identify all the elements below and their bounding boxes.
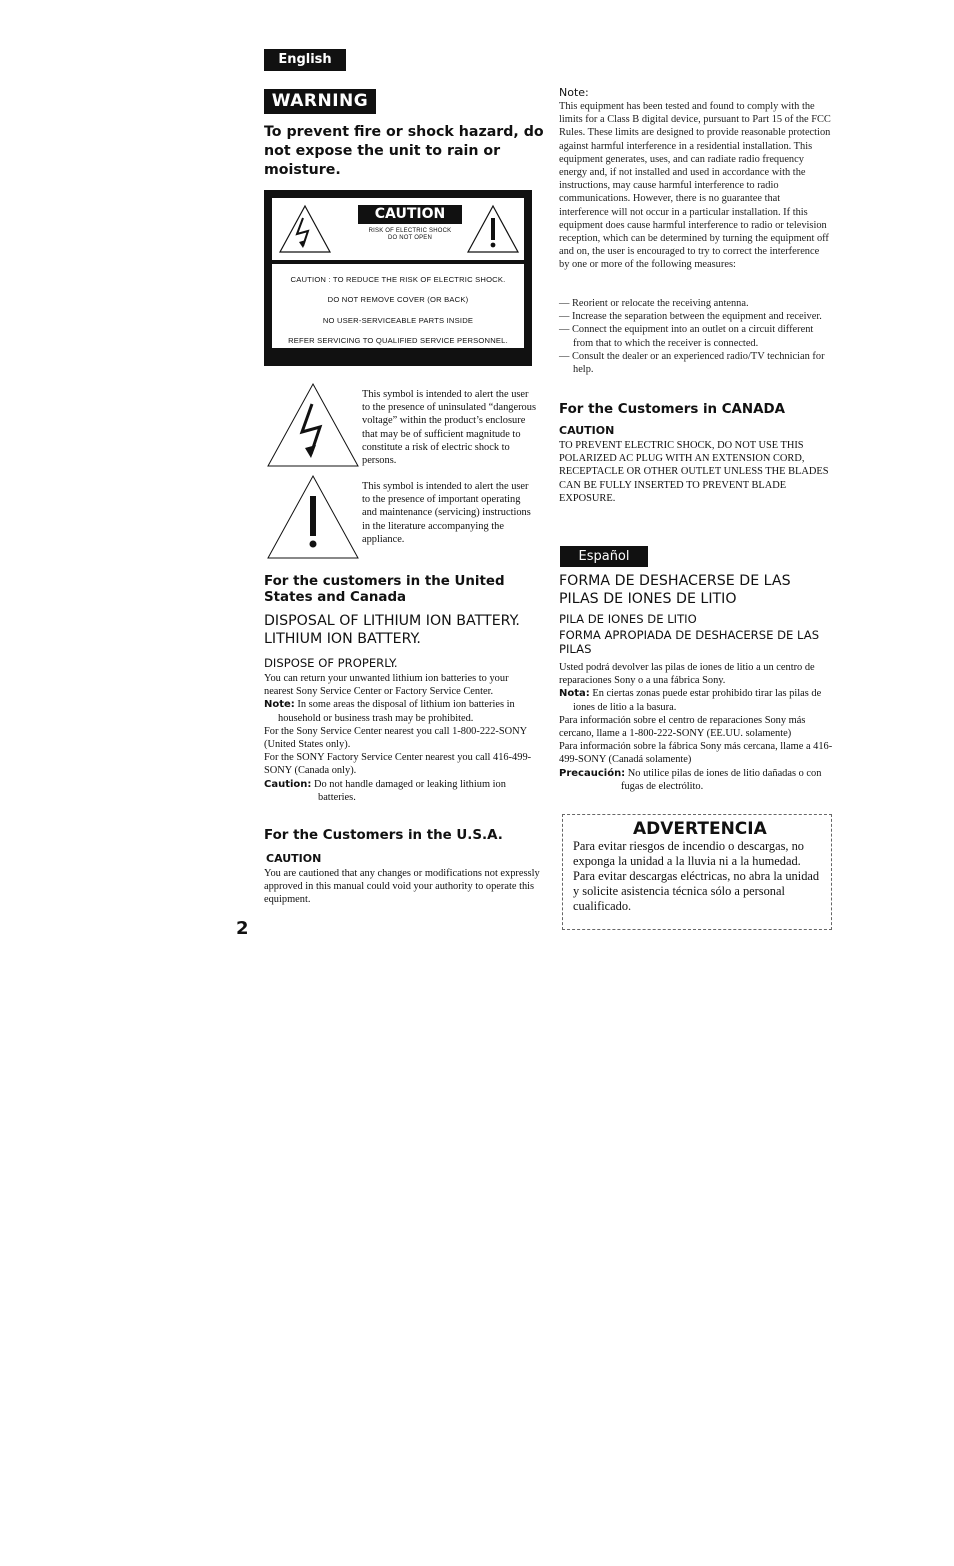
note-label: Note:	[264, 699, 295, 711]
lightning-symbol-icon	[266, 382, 360, 468]
es-note-text: En ciertas zonas puede estar prohibido tirar las pilas de iones de litio a la basura.	[573, 688, 822, 713]
usa-text: You are cautioned that any changes or modifications not expressly approved in this manual could void your authority to operate this equipment.	[264, 868, 540, 906]
es-service-para: Para información sobre el centro de reparaciones Sony más cercano, llame a 1-800-222-SONY (EE.UU. solamente)	[559, 714, 806, 740]
advertencia-para-2: Para evitar descargas eléctricas, no abra la unidad y solicite asistencia técnica sólo a personal cualificado.	[573, 869, 820, 913]
advertencia-body	[573, 839, 827, 914]
advertencia-para-1: Para evitar riesgos de incendio o descargas, no exponga la unidad a la lluvia ni a la humedad.	[573, 839, 804, 868]
factory-center-para: For the SONY Factory Service Center nearest you call 416-499-SONY (Canada only).	[264, 752, 532, 777]
measures-list	[559, 297, 831, 376]
es-precaucion-text: No utilice pilas de iones de litio dañadas o con fugas de electrólito.	[621, 767, 822, 792]
pila-sub: PILA DE IONES DE LITIO	[559, 612, 697, 626]
note-para	[264, 698, 540, 724]
warning-text: To prevent fire or shock hazard, do not expose the unit to rain or moisture.	[264, 124, 544, 178]
es-precaucion-para	[559, 767, 835, 793]
caution-label-title: CAUTION	[358, 205, 462, 224]
measure-item: — Connect the equipment into an outlet on a circuit different from that to which the receiver is connected.	[559, 324, 814, 349]
advertencia-box	[562, 814, 832, 930]
page-number: 2	[236, 918, 249, 939]
caution-para	[264, 778, 540, 804]
canada-heading: For the Customers in CANADA	[559, 402, 785, 417]
advertencia-title: ADVERTENCIA	[633, 819, 767, 839]
note-heading: Note:	[559, 86, 589, 99]
exclamation-symbol-text: This symbol is intended to alert the user to the presence of important operating and maintenance (servicing) instructions in the literature accompanying the appliance.	[362, 481, 531, 545]
usa-caution-label: CAUTION	[266, 852, 322, 865]
es-precaucion-label: Precaución:	[559, 767, 626, 779]
caution-line-1: CAUTION : TO REDUCE THE RISK OF ELECTRIC SHOCK.	[290, 275, 506, 284]
caution-line-3: NO USER-SERVICEABLE PARTS INSIDE	[322, 316, 474, 325]
forma-heading: FORMA DE DESHACERSE DE LAS PILAS DE IONES DE LITIO	[559, 573, 791, 607]
canada-caution-label: CAUTION	[559, 424, 615, 437]
service-center-para: For the Sony Service Center nearest you call 1-800-222-SONY (United States only).	[264, 725, 527, 751]
us-canada-heading: For the customers in the United States and Canada	[264, 574, 505, 605]
lightning-symbol-text: This symbol is intended to alert the user to the presence of uninsulated “dangerous voltage” within the product’s enclosure that may be of sufficient magnitude to constitute a risk of electric shock to persons.	[362, 389, 536, 467]
dispose-properly-sub: DISPOSE OF PROPERLY.	[264, 656, 398, 670]
exclamation-triangle-icon	[466, 204, 520, 254]
measure-item: — Reorient or relocate the receiving antenna.	[559, 298, 749, 309]
es-return-para: Usted podrá devolver las pilas de iones de litio a un centro de reparaciones Sony o a una fábrica Sony.	[559, 662, 815, 687]
caution-label-small-2: DO NOT OPEN	[387, 235, 433, 241]
es-note-para	[559, 687, 835, 713]
caution-label-small-1: RISK OF ELECTRIC SHOCK	[368, 228, 452, 234]
lightning-triangle-icon	[278, 204, 332, 254]
exclamation-symbol-icon	[266, 474, 360, 560]
caution-label-bottom-panel	[272, 264, 524, 348]
measure-item: — Increase the separation between the equipment and receiver.	[559, 311, 822, 323]
note-text: In some areas the disposal of lithium ion batteries in household or business trash may be prohibited.	[278, 699, 515, 724]
caution-line-4: REFER SERVICING TO QUALIFIED SERVICE PERSONNEL.	[288, 336, 508, 345]
disposal-heading: DISPOSAL OF LITHIUM ION BATTERY. LITHIUM ION BATTERY.	[264, 613, 520, 647]
caution-label: Caution:	[264, 778, 312, 790]
es-note-label: Nota:	[559, 688, 590, 700]
english-tab: English	[264, 49, 346, 71]
caution-text: Do not handle damaged or leaking lithium ion batteries.	[314, 778, 506, 803]
fcc-note-para: This equipment has been tested and found to comply with the limits for a Class B digital device, pursuant to Part 15 of the FCC Rules. These limits are designed to provide reasonable protection against harmful interference in a residential installation. This equipment generates, uses, and can radiate radio frequency energy and, if not installed and used in accordance with the instructions, may cause harmful interference to radio communications. However, there is no guarantee that interference will not occur in a particular installation. If this equipment does cause harmful interference to radio or television reception, which can be determined by turning the equipment off and on, the user is encouraged to try to correct the interference by one or more of the following measures:	[559, 101, 831, 271]
measure-item: — Consult the dealer or an experienced radio/TV technician for help.	[559, 350, 825, 376]
forma-apropiada: FORMA APROPIADA DE DESHACERSE DE LAS PILAS	[559, 628, 820, 656]
caution-label-box	[264, 190, 532, 366]
caution-label-top-panel	[272, 198, 524, 260]
disposal-body	[264, 672, 540, 804]
return-batteries-para: You can return your unwanted lithium ion batteries to your nearest Sony Service Center or Factory Service Center.	[264, 673, 509, 698]
caution-line-2: DO NOT REMOVE COVER (OR BACK)	[327, 295, 469, 304]
es-factory-para: Para información sobre la fábrica Sony más cercana, llame a 416-499-SONY (Canadá solamente)	[559, 741, 833, 766]
espanol-tab: Español	[560, 546, 648, 567]
canada-text: TO PREVENT ELECTRIC SHOCK, DO NOT USE THIS POLARIZED AC PLUG WITH AN EXTENSION CORD, RECEPTACLE OR OTHER OUTLET UNLESS THE BLADES CAN BE FULLY INSERTED TO PREVENT BLADE EXPOSURE.	[559, 440, 829, 504]
usa-heading: For the Customers in the U.S.A.	[264, 828, 503, 843]
warning-title: WARNING	[264, 89, 376, 114]
es-disposal-body	[559, 661, 835, 793]
